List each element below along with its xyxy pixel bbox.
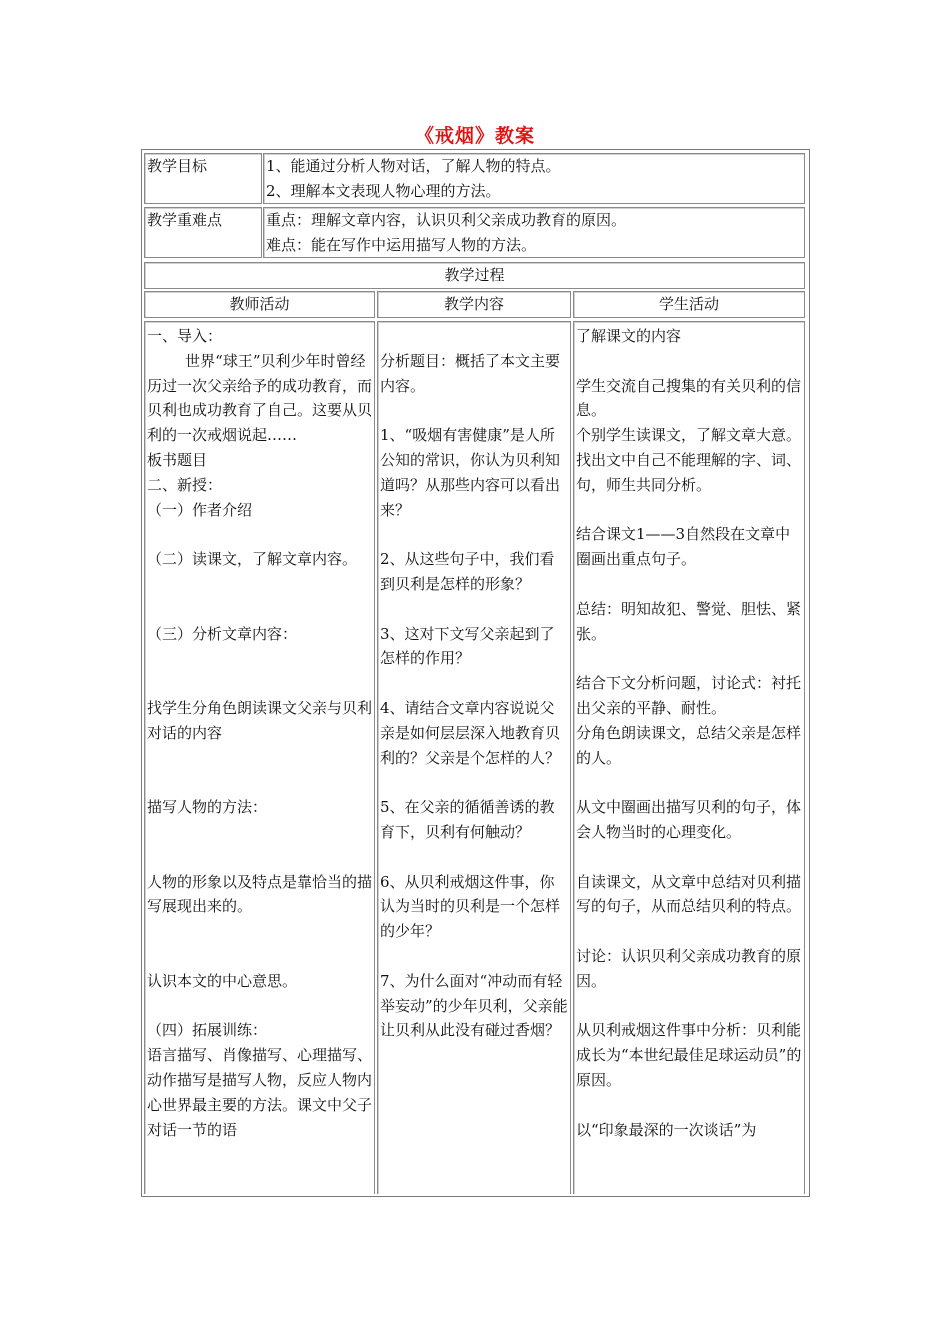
col-header-content: 教学内容 bbox=[377, 291, 571, 318]
teaching-content-text: 分析题目：概括了本文主要内容。 1、“吸烟有害健康”是人所公知的常识，你认为贝利知道吗？从那些内容可以看出来？ 2、从这些句子中，我们看到贝利是怎样的形象？ 3、这对下文写父亲起到了怎样的作用？ 4、请结合文章内容说说父亲是如何层层深入地教育贝利的？父亲是个怎样的人？ 5、在父亲的循循善诱的教育下，贝利有何触动？ 6、从贝利戒烟这件事，你认为当时的贝利是一个怎样的少年？ 7、为什么面对“冲动而有轻举妄动”的少年贝利，父亲能让贝利从此没有碰过香烟？ bbox=[380, 351, 568, 1040]
teacher-activity-text: 一、导入： 世界“球王”贝利少年时曾经历过一次父亲给予的成功教育，而贝利也成功教育了自己。这要从贝利的一次戒烟说起…… 板书题目 二、新授： （一）作者介绍 （二）读课文，了解文章内容。 （三）分析文章内容： 找学生分角色朗读课文父亲与贝利对话的内容 描写人物的方法： 人物的形象以及特点是靠恰当的描写展现出来的。 认识本文的中心意思。 （四）拓展训练： 语言描写、肖像描写、心理描写、动作描写是描写人物，反应人物内心世界最主要的方法。课文中父子对话一节的语 bbox=[147, 327, 373, 1139]
teaching-content-cell bbox=[377, 321, 571, 1194]
keypoints-cell bbox=[263, 207, 805, 258]
goals-label: 教学目标 bbox=[144, 153, 262, 204]
document-title: 《戒烟》教案 bbox=[414, 125, 535, 147]
col-header-teacher: 教师活动 bbox=[144, 291, 375, 318]
keypoints-label: 教学重难点 bbox=[144, 207, 262, 258]
process-heading: 教学过程 bbox=[144, 262, 805, 289]
student-activity-text: 了解课文的内容 学生交流自己搜集的有关贝利的信息。 个别学生读课文，了解文章大意。 找出文中自己不能理解的字、词、句，师生共同分析。 结合课文1——3自然段在文章中圈画出重点句子。 总结：明知故犯、警觉、胆怯、紧张。 结合下文分析问题，讨论式：衬托出父亲的平静、耐性。 分角色朗读课文，总结父亲是怎样的人。 从文中圈画出描写贝利的句子，体会人物当时的心理变化。 自读课文，从文章中总结对贝利描写的句子，从而总结贝利的特点。 讨论：认识贝利父亲成功教育的原因。 从贝利戒烟这件事中分析：贝利能成长为“本世纪最佳足球运动员”的原因。 以“印象最深的一次谈话”为 bbox=[576, 327, 802, 1139]
student-activity-cell bbox=[573, 321, 805, 1194]
keypoint-line-2: 难点：能在写作中运用描写人物的方法。 bbox=[266, 236, 537, 254]
goals-cell bbox=[263, 153, 805, 204]
teacher-activity-cell bbox=[144, 321, 375, 1194]
goal-line-2: 2、理解本文表现人物心理的方法。 bbox=[266, 182, 501, 200]
keypoint-line-1: 重点：理解文章内容，认识贝利父亲成功教育的原因。 bbox=[266, 211, 627, 229]
col-header-student: 学生活动 bbox=[573, 291, 805, 318]
goal-line-1: 1、能通过分析人物对话，了解人物的特点。 bbox=[266, 157, 561, 175]
